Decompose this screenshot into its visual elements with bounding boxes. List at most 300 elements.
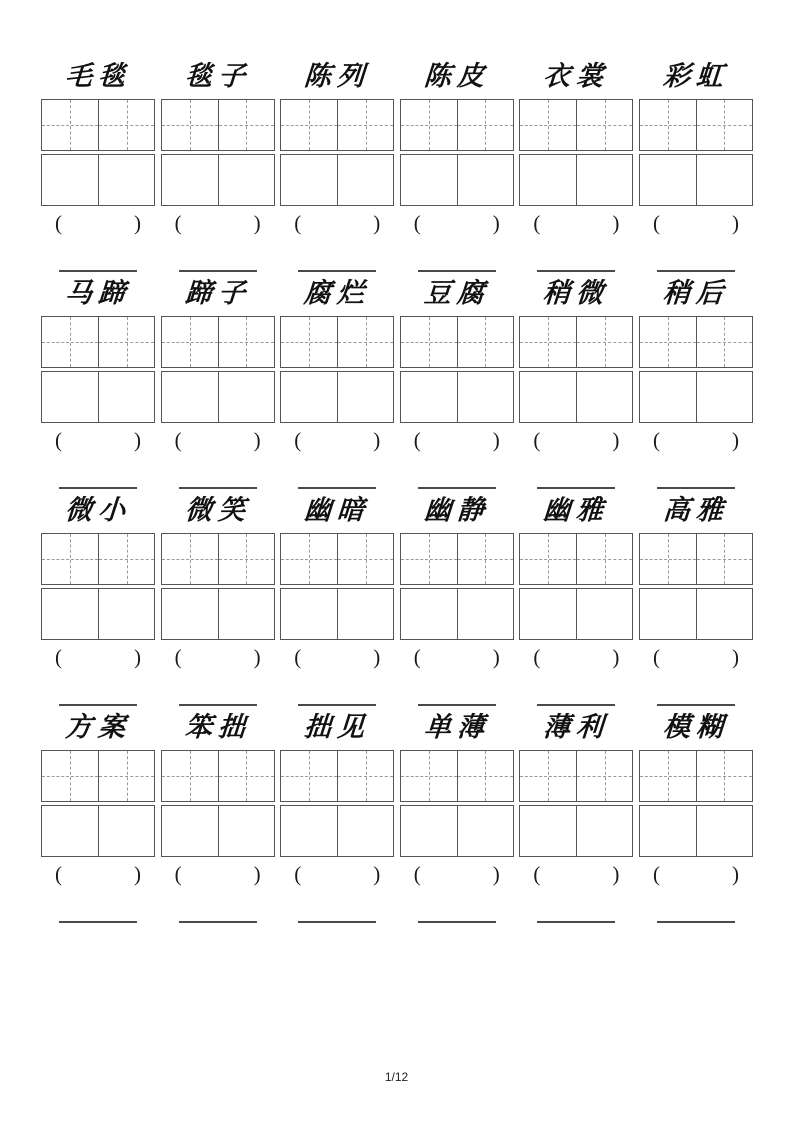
practice-cell[interactable] — [696, 317, 752, 367]
open-paren: ( — [413, 861, 421, 886]
practice-cell[interactable] — [576, 751, 632, 801]
practice-cell[interactable] — [640, 534, 696, 584]
practice-grid-block[interactable] — [280, 805, 394, 857]
practice-cell[interactable] — [640, 372, 696, 422]
practice-grid-block[interactable] — [161, 533, 275, 585]
answer-rule-line[interactable] — [537, 921, 615, 923]
answer-rule-line[interactable] — [537, 270, 615, 272]
word-cell — [400, 711, 514, 745]
pinyin-answer-row — [41, 423, 753, 457]
practice-grid-block[interactable] — [519, 371, 633, 423]
practice-cell[interactable] — [401, 534, 457, 584]
practice-cell[interactable] — [281, 589, 337, 639]
practice-cell[interactable] — [42, 317, 98, 367]
open-paren: ( — [413, 427, 421, 452]
answer-rule-line[interactable] — [657, 270, 735, 272]
practice-grid-block[interactable] — [161, 805, 275, 857]
practice-grid-block[interactable] — [161, 99, 275, 151]
practice-grid-block[interactable] — [280, 316, 394, 368]
rule-row-trailing — [41, 907, 753, 923]
practice-cell[interactable] — [42, 372, 98, 422]
practice-grid-block[interactable] — [400, 371, 514, 423]
practice-cell[interactable] — [337, 155, 393, 205]
pinyin-answer-field[interactable] — [41, 644, 155, 669]
practice-grid-block[interactable] — [519, 99, 633, 151]
practice-grid-block[interactable] — [280, 588, 394, 640]
answer-rule-line[interactable] — [657, 487, 735, 489]
open-paren: ( — [652, 861, 660, 886]
pinyin-answer-field[interactable] — [400, 644, 514, 669]
practice-grid-block[interactable] — [161, 588, 275, 640]
word-cell — [41, 494, 155, 528]
practice-cell[interactable] — [98, 589, 154, 639]
vocabulary-word: 陈列 — [303, 61, 372, 92]
vocabulary-word: 单薄 — [422, 712, 491, 743]
open-paren: ( — [652, 644, 660, 669]
word-row-row-2 — [41, 272, 753, 316]
practice-grid-block[interactable] — [639, 154, 753, 206]
practice-cell[interactable] — [520, 155, 576, 205]
practice-cell[interactable] — [162, 372, 218, 422]
vocabulary-word: 微笑 — [183, 495, 252, 526]
practice-grid-row-guided — [41, 99, 753, 151]
practice-cell[interactable] — [401, 372, 457, 422]
vocabulary-word: 拙见 — [303, 712, 372, 743]
rule-cell — [400, 690, 514, 706]
vocabulary-word: 模糊 — [661, 712, 731, 743]
practice-cell[interactable] — [696, 155, 752, 205]
practice-grid-block[interactable] — [280, 371, 394, 423]
practice-cell[interactable] — [218, 372, 274, 422]
practice-cell[interactable] — [696, 534, 752, 584]
pinyin-answer-field[interactable] — [519, 644, 633, 669]
practice-cell[interactable] — [337, 372, 393, 422]
practice-grid-row-plain — [41, 805, 753, 857]
close-paren: ) — [731, 427, 739, 452]
practice-cell[interactable] — [457, 751, 513, 801]
close-paren: ) — [492, 210, 500, 235]
vocabulary-word: 陈皮 — [422, 61, 491, 92]
open-paren: ( — [174, 861, 182, 886]
word-cell — [400, 60, 514, 94]
practice-cell[interactable] — [457, 806, 513, 856]
practice-cell[interactable] — [640, 155, 696, 205]
answer-rule-line[interactable] — [298, 270, 376, 272]
practice-grid-block[interactable] — [280, 533, 394, 585]
pinyin-answer-field[interactable] — [161, 210, 275, 235]
pinyin-answer-field[interactable] — [400, 210, 514, 235]
close-paren: ) — [373, 427, 381, 452]
open-paren: ( — [413, 644, 421, 669]
word-cell — [639, 60, 753, 94]
rule-cell — [161, 256, 275, 272]
practice-cell[interactable] — [520, 317, 576, 367]
answer-rule-line[interactable] — [418, 270, 496, 272]
practice-cell[interactable] — [696, 589, 752, 639]
practice-cell[interactable] — [520, 534, 576, 584]
practice-grid-block[interactable] — [280, 99, 394, 151]
close-paren: ) — [253, 427, 261, 452]
pinyin-answer-field[interactable] — [519, 861, 633, 886]
word-row-row-3 — [41, 489, 753, 533]
practice-grid-block[interactable] — [400, 805, 514, 857]
practice-cell[interactable] — [162, 751, 218, 801]
practice-cell[interactable] — [401, 806, 457, 856]
close-paren: ) — [731, 861, 739, 886]
practice-cell[interactable] — [98, 372, 154, 422]
practice-cell[interactable] — [520, 751, 576, 801]
practice-cell[interactable] — [162, 806, 218, 856]
answer-rule-line[interactable] — [298, 921, 376, 923]
practice-cell[interactable] — [640, 751, 696, 801]
practice-grid-block[interactable] — [519, 805, 633, 857]
practice-grid-block[interactable] — [280, 154, 394, 206]
pinyin-answer-field[interactable] — [519, 427, 633, 452]
pinyin-answer-field[interactable] — [280, 644, 394, 669]
practice-cell[interactable] — [640, 317, 696, 367]
practice-cell[interactable] — [337, 589, 393, 639]
practice-cell[interactable] — [218, 100, 274, 150]
pinyin-answer-field[interactable] — [161, 861, 275, 886]
open-paren: ( — [294, 210, 302, 235]
rule-cell — [519, 907, 633, 923]
practice-grid-block[interactable] — [639, 805, 753, 857]
practice-cell[interactable] — [457, 317, 513, 367]
page-footer — [0, 1068, 793, 1086]
practice-cell[interactable] — [281, 806, 337, 856]
practice-grid-block[interactable] — [41, 533, 155, 585]
open-paren: ( — [294, 644, 302, 669]
rule-cell — [41, 690, 155, 706]
open-paren: ( — [55, 210, 62, 235]
vocabulary-word: 衣裳 — [542, 61, 611, 92]
practice-cell[interactable] — [218, 317, 274, 367]
section-spacer — [41, 674, 753, 690]
practice-grid-block[interactable] — [41, 316, 155, 368]
practice-cell[interactable] — [218, 589, 274, 639]
practice-cell[interactable] — [281, 317, 337, 367]
rule-cell — [519, 256, 633, 272]
open-paren: ( — [533, 861, 541, 886]
practice-grid-block[interactable] — [41, 750, 155, 802]
word-cell — [41, 277, 155, 311]
practice-cell[interactable] — [401, 589, 457, 639]
practice-cell[interactable] — [42, 806, 98, 856]
vocabulary-word: 笨拙 — [183, 712, 252, 743]
practice-grid-block[interactable] — [639, 750, 753, 802]
practice-cell[interactable] — [281, 100, 337, 150]
close-paren: ) — [134, 427, 141, 452]
word-cell — [639, 494, 753, 528]
vocabulary-word: 彩虹 — [661, 61, 731, 92]
answer-rule-line[interactable] — [179, 704, 257, 706]
pinyin-answer-row — [41, 206, 753, 240]
practice-grid-block[interactable] — [161, 154, 275, 206]
practice-grid-block[interactable] — [519, 316, 633, 368]
vocabulary-word: 豆腐 — [422, 278, 491, 309]
practice-grid-block[interactable] — [639, 316, 753, 368]
practice-grid-block[interactable] — [280, 750, 394, 802]
practice-grid-block[interactable] — [41, 371, 155, 423]
answer-rule-line[interactable] — [59, 921, 137, 923]
practice-cell[interactable] — [98, 100, 154, 150]
practice-grid-block[interactable] — [161, 750, 275, 802]
practice-grid-block[interactable] — [639, 588, 753, 640]
word-cell — [280, 277, 394, 311]
practice-cell[interactable] — [696, 372, 752, 422]
practice-cell[interactable] — [696, 806, 752, 856]
answer-rule-line[interactable] — [298, 704, 376, 706]
practice-cell[interactable] — [457, 589, 513, 639]
practice-grid-block[interactable] — [639, 99, 753, 151]
rule-cell — [400, 256, 514, 272]
practice-cell[interactable] — [162, 155, 218, 205]
practice-cell[interactable] — [520, 100, 576, 150]
answer-rule-line[interactable] — [657, 921, 735, 923]
practice-grid-row-plain — [41, 588, 753, 640]
close-paren: ) — [612, 210, 620, 235]
practice-grid-block[interactable] — [400, 99, 514, 151]
rule-cell — [280, 256, 394, 272]
rule-cell — [280, 907, 394, 923]
practice-cell[interactable] — [640, 100, 696, 150]
word-cell — [519, 60, 633, 94]
practice-grid-block[interactable] — [400, 750, 514, 802]
vocabulary-word: 马蹄 — [63, 278, 133, 309]
close-paren: ) — [731, 644, 739, 669]
practice-cell[interactable] — [162, 589, 218, 639]
practice-cell[interactable] — [640, 806, 696, 856]
vocabulary-word: 幽暗 — [303, 495, 372, 526]
practice-cell[interactable] — [42, 534, 98, 584]
rule-cell — [400, 907, 514, 923]
close-paren: ) — [612, 861, 620, 886]
vocabulary-word: 腐烂 — [303, 278, 372, 309]
word-cell — [41, 711, 155, 745]
close-paren: ) — [134, 861, 141, 886]
practice-cell[interactable] — [696, 100, 752, 150]
open-paren: ( — [55, 644, 62, 669]
answer-rule-line[interactable] — [537, 487, 615, 489]
word-cell — [161, 711, 275, 745]
practice-grid-block[interactable] — [41, 805, 155, 857]
practice-cell[interactable] — [696, 751, 752, 801]
answer-rule-line[interactable] — [179, 921, 257, 923]
pinyin-answer-field[interactable] — [41, 210, 155, 235]
practice-cell[interactable] — [576, 806, 632, 856]
practice-cell[interactable] — [98, 534, 154, 584]
practice-cell[interactable] — [42, 589, 98, 639]
practice-cell[interactable] — [98, 806, 154, 856]
practice-cell[interactable] — [576, 317, 632, 367]
open-paren: ( — [174, 210, 182, 235]
pinyin-answer-field[interactable] — [280, 861, 394, 886]
pinyin-answer-row — [41, 857, 753, 891]
practice-cell[interactable] — [337, 806, 393, 856]
practice-grid-block[interactable] — [400, 588, 514, 640]
rule-cell — [639, 690, 753, 706]
answer-rule-line[interactable] — [657, 704, 735, 706]
vocabulary-word: 幽静 — [422, 495, 491, 526]
practice-cell[interactable] — [457, 100, 513, 150]
open-paren: ( — [533, 427, 541, 452]
open-paren: ( — [294, 861, 302, 886]
close-paren: ) — [134, 210, 141, 235]
practice-grid-row-guided — [41, 316, 753, 368]
practice-grid-block[interactable] — [41, 588, 155, 640]
practice-grid-row-plain — [41, 371, 753, 423]
practice-cell[interactable] — [576, 589, 632, 639]
practice-cell[interactable] — [42, 100, 98, 150]
open-paren: ( — [533, 644, 541, 669]
practice-cell[interactable] — [218, 806, 274, 856]
pinyin-answer-field[interactable] — [400, 861, 514, 886]
practice-cell[interactable] — [576, 100, 632, 150]
practice-cell[interactable] — [337, 751, 393, 801]
open-paren: ( — [174, 644, 182, 669]
close-paren: ) — [373, 861, 381, 886]
practice-cell[interactable] — [337, 534, 393, 584]
answer-rule-line[interactable] — [418, 704, 496, 706]
practice-cell[interactable] — [281, 372, 337, 422]
practice-cell[interactable] — [457, 155, 513, 205]
close-paren: ) — [253, 861, 261, 886]
practice-cell[interactable] — [42, 155, 98, 205]
practice-grid-block[interactable] — [639, 371, 753, 423]
page-number: 1/12 — [384, 1070, 409, 1084]
practice-cell[interactable] — [576, 534, 632, 584]
practice-grid-row-guided — [41, 533, 753, 585]
rule-cell — [41, 256, 155, 272]
practice-cell[interactable] — [218, 534, 274, 584]
pinyin-answer-field[interactable] — [280, 210, 394, 235]
open-paren: ( — [294, 427, 302, 452]
answer-rule-line[interactable] — [418, 921, 496, 923]
practice-cell[interactable] — [162, 534, 218, 584]
pinyin-answer-field[interactable] — [41, 427, 155, 452]
word-cell — [519, 494, 633, 528]
close-paren: ) — [731, 210, 739, 235]
open-paren: ( — [55, 427, 62, 452]
word-cell — [41, 60, 155, 94]
practice-cell[interactable] — [218, 751, 274, 801]
practice-cell[interactable] — [218, 155, 274, 205]
word-cell — [161, 277, 275, 311]
pinyin-answer-field[interactable] — [639, 644, 753, 669]
pinyin-answer-field[interactable] — [161, 427, 275, 452]
practice-cell[interactable] — [401, 751, 457, 801]
word-cell — [161, 494, 275, 528]
section-spacer — [41, 457, 753, 473]
answer-rule-line[interactable] — [59, 270, 137, 272]
open-paren: ( — [533, 210, 541, 235]
close-paren: ) — [492, 861, 500, 886]
practice-cell[interactable] — [98, 317, 154, 367]
practice-cell[interactable] — [401, 317, 457, 367]
practice-cell[interactable] — [401, 100, 457, 150]
practice-cell[interactable] — [42, 751, 98, 801]
answer-rule-line[interactable] — [537, 704, 615, 706]
pinyin-answer-field[interactable] — [639, 861, 753, 886]
answer-rule-line[interactable] — [179, 270, 257, 272]
vocabulary-word: 薄利 — [542, 712, 611, 743]
practice-cell[interactable] — [520, 372, 576, 422]
practice-cell[interactable] — [98, 155, 154, 205]
practice-cell[interactable] — [337, 100, 393, 150]
practice-cell[interactable] — [162, 100, 218, 150]
practice-grid-block[interactable] — [400, 316, 514, 368]
practice-cell[interactable] — [98, 751, 154, 801]
vocabulary-word: 稍后 — [661, 278, 731, 309]
rule-cell — [161, 907, 275, 923]
practice-grid-block[interactable] — [161, 316, 275, 368]
practice-grid-block[interactable] — [41, 99, 155, 151]
word-cell — [280, 711, 394, 745]
practice-grid-block[interactable] — [519, 154, 633, 206]
pinyin-answer-field[interactable] — [519, 210, 633, 235]
vocabulary-word: 毯子 — [183, 61, 252, 92]
pinyin-answer-field[interactable] — [639, 427, 753, 452]
practice-grid-block[interactable] — [400, 154, 514, 206]
practice-cell[interactable] — [457, 534, 513, 584]
practice-cell[interactable] — [281, 751, 337, 801]
rule-cell — [41, 907, 155, 923]
practice-grid-block[interactable] — [400, 533, 514, 585]
answer-rule-line[interactable] — [59, 487, 137, 489]
practice-grid-block[interactable] — [519, 750, 633, 802]
practice-grid-block[interactable] — [161, 371, 275, 423]
word-row-row-4 — [41, 706, 753, 750]
pinyin-answer-field[interactable] — [280, 427, 394, 452]
practice-grid-block[interactable] — [519, 533, 633, 585]
practice-cell[interactable] — [401, 155, 457, 205]
vocabulary-word: 稍微 — [542, 278, 611, 309]
open-paren: ( — [174, 427, 182, 452]
practice-grid-block[interactable] — [519, 588, 633, 640]
rule-cell — [41, 473, 155, 489]
answer-rule-line[interactable] — [59, 704, 137, 706]
word-cell — [280, 60, 394, 94]
vocabulary-word: 方案 — [63, 712, 133, 743]
practice-cell[interactable] — [520, 589, 576, 639]
close-paren: ) — [134, 644, 141, 669]
practice-grid-row-plain — [41, 154, 753, 206]
pinyin-answer-field[interactable] — [161, 644, 275, 669]
close-paren: ) — [612, 644, 620, 669]
practice-grid-row-guided — [41, 750, 753, 802]
practice-cell[interactable] — [576, 155, 632, 205]
vocabulary-word: 微小 — [63, 495, 133, 526]
practice-cell[interactable] — [162, 317, 218, 367]
practice-cell[interactable] — [457, 372, 513, 422]
practice-cell[interactable] — [640, 589, 696, 639]
answer-rule-line[interactable] — [418, 487, 496, 489]
rule-cell — [280, 473, 394, 489]
practice-cell[interactable] — [337, 317, 393, 367]
practice-cell[interactable] — [281, 534, 337, 584]
practice-cell[interactable] — [520, 806, 576, 856]
answer-rule-line[interactable] — [298, 487, 376, 489]
pinyin-answer-field[interactable] — [639, 210, 753, 235]
practice-cell[interactable] — [576, 372, 632, 422]
answer-rule-line[interactable] — [179, 487, 257, 489]
practice-grid-block[interactable] — [41, 154, 155, 206]
practice-cell[interactable] — [281, 155, 337, 205]
pinyin-answer-field[interactable] — [400, 427, 514, 452]
pinyin-answer-field[interactable] — [41, 861, 155, 886]
vocabulary-word: 幽雅 — [542, 495, 611, 526]
practice-grid-block[interactable] — [639, 533, 753, 585]
